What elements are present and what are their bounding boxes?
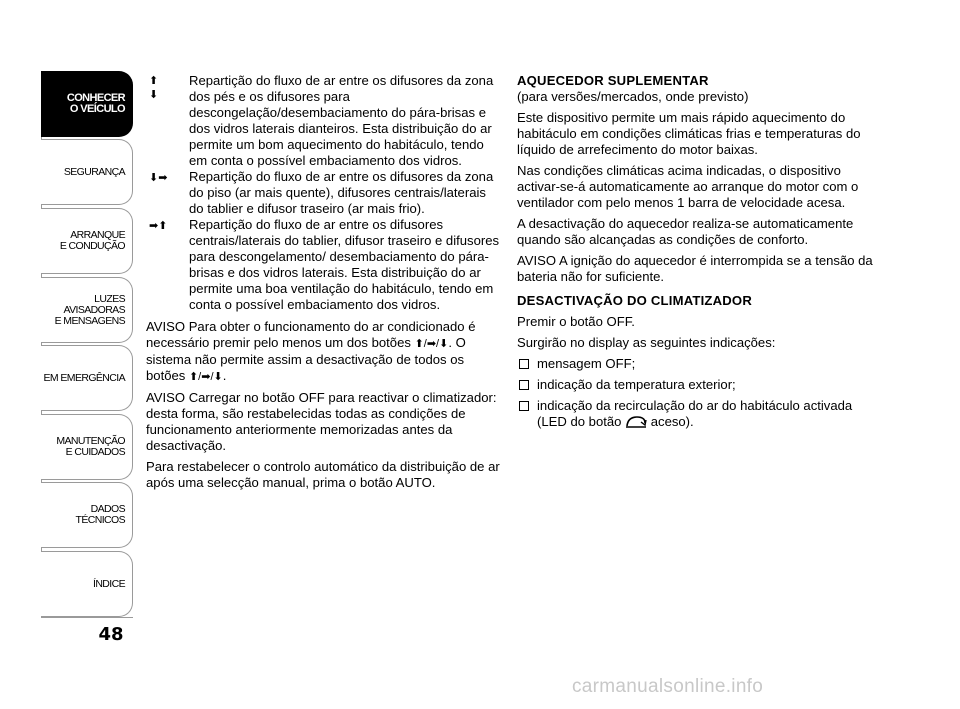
- checkbox-bullet-icon: [519, 401, 529, 411]
- paragraph-heater-purpose: Este dispositivo permite um mais rápido aquecimento do habitáculo em condições climáticas frias e temperaturas do líquido de arrefecimento do motor baixas.: [517, 110, 861, 157]
- paragraph-heater-deactivation: A desactivação do aquecedor realiza-se automaticamente quando são alcançadas as condições de conforto.: [517, 216, 854, 247]
- list-item-text: indicação da recirculação do ar do habitáculo activada (LED do botão: [537, 398, 853, 429]
- tabs-bottom-rule: [41, 617, 133, 618]
- arrow-up-down-icon: ⬆ ⬇: [149, 75, 159, 101]
- left-column: [146, 73, 502, 496]
- airflow-item-floor-dash: [146, 169, 502, 217]
- list-item-text: indicação da temperatura exterior;: [537, 377, 736, 392]
- restore-auto-paragraph: Para restabelecer o controlo automático da distribuição de ar após uma selecção manual, prima o botão AUTO.: [146, 459, 500, 490]
- paragraph-display-indications: Surgirão no display as seguintes indicações:: [517, 335, 776, 350]
- aviso-text-cont: . O sistema não permite assim a desactivação de todos os botões: [146, 335, 466, 383]
- heading-desactivacao: DESACTIVAÇÃO DO CLIMATIZADOR: [517, 293, 752, 308]
- list-item-text: mensagem OFF;: [537, 356, 636, 371]
- paragraph-heater-activation: Nas condições climáticas acima indicadas, o dispositivo activar-se-á automaticamente ao arranque do motor com o ventilador com pelo menos 1 barra de velocidade acesa.: [517, 163, 859, 210]
- paragraph-heater-aviso: AVISO A ignição do aquecedor é interrompida se a tensão da bateria não for suficiente.: [517, 253, 873, 284]
- heading-aquecedor-suplementar: AQUECEDOR SUPLEMENTAR: [517, 73, 709, 88]
- airflow-item-text: Repartição do fluxo de ar entre os difusores da zona do piso (ar mais quente), difusores centrais/laterais do tablier e difusor traseiro (ar mais frio).: [189, 169, 494, 216]
- checkbox-bullet-icon: [519, 359, 529, 369]
- tab-arranque-e-conducao[interactable]: ARRANQUE E CONDUÇÃO: [41, 208, 133, 274]
- airflow-item-text: Repartição do fluxo de ar entre os difusores da zona dos pés e os difusores para descongelação/desembaciamento do pára-brisas e dos vidros laterais dianteiros. Esta distribuição do ar permite um bom aquecimento do habitáculo, tendo em conta o possível embaciamento dos vidros.: [189, 73, 494, 168]
- tab-em-emergencia[interactable]: EM EMERGÊNCIA: [41, 345, 133, 411]
- recirculation-icon: [625, 415, 647, 433]
- aviso-text: AVISO Para obter o funcionamento do ar condicionado é necessário premir pelo menos um dos botões: [146, 319, 476, 350]
- airflow-buttons-icon: ⬆/➡/⬇: [188, 371, 223, 383]
- airflow-item-dash-defrost: [146, 217, 502, 313]
- watermark: carmanualsonline.info: [572, 676, 764, 697]
- aviso-text-end: .: [222, 368, 227, 383]
- right-column: [517, 73, 877, 438]
- paragraph-press-off: Premir o botão OFF.: [517, 314, 635, 329]
- aviso-paragraph-1: [146, 319, 502, 385]
- list-item-text-end: aceso).: [650, 414, 694, 429]
- aviso-paragraph-2: AVISO Carregar no botão OFF para reactivar o climatizador: desta forma, são restabelecidas todas as condições de funcionamento anteriormente memorizadas antes da desactivação.: [146, 390, 497, 453]
- airflow-buttons-icon: ⬆/➡/⬇: [414, 338, 449, 350]
- subheading-versions: (para versões/mercados, onde previsto): [517, 89, 749, 104]
- list-item: [517, 356, 877, 372]
- tab-indice[interactable]: ÍNDICE: [41, 551, 133, 617]
- tab-seguranca[interactable]: SEGURANÇA: [41, 139, 133, 205]
- tab-dados-tecnicos[interactable]: DADOS TÉCNICOS: [41, 482, 133, 548]
- tab-manutencao-e-cuidados[interactable]: MANUTENÇÃO E CUIDADOS: [41, 414, 133, 480]
- list-item: [517, 398, 877, 433]
- arrow-right-up-icon: ➡⬆: [149, 220, 168, 232]
- page-number: 48: [98, 624, 124, 645]
- airflow-item-feet-defrost: [146, 73, 502, 169]
- tab-conhecer-o-veiculo[interactable]: CONHECER O VEÍCULO: [41, 71, 133, 137]
- arrow-down-right-icon: ⬇➡: [149, 172, 168, 184]
- checkbox-bullet-icon: [519, 380, 529, 390]
- tab-luzes-avisadoras[interactable]: LUZES AVISADORAS E MENSAGENS: [41, 277, 133, 343]
- list-item: [517, 377, 877, 393]
- airflow-item-text: Repartição do fluxo de ar entre os difusores centrais/laterais do tablier, difusor traseiro e difusores para descongelamento/ desembaciamento do pára-brisas e dos vidros laterais. Esta distribuição do ar permite uma boa ventilação do habitáculo, tendo em conta o possível embaciamento dos vidros.: [189, 217, 500, 312]
